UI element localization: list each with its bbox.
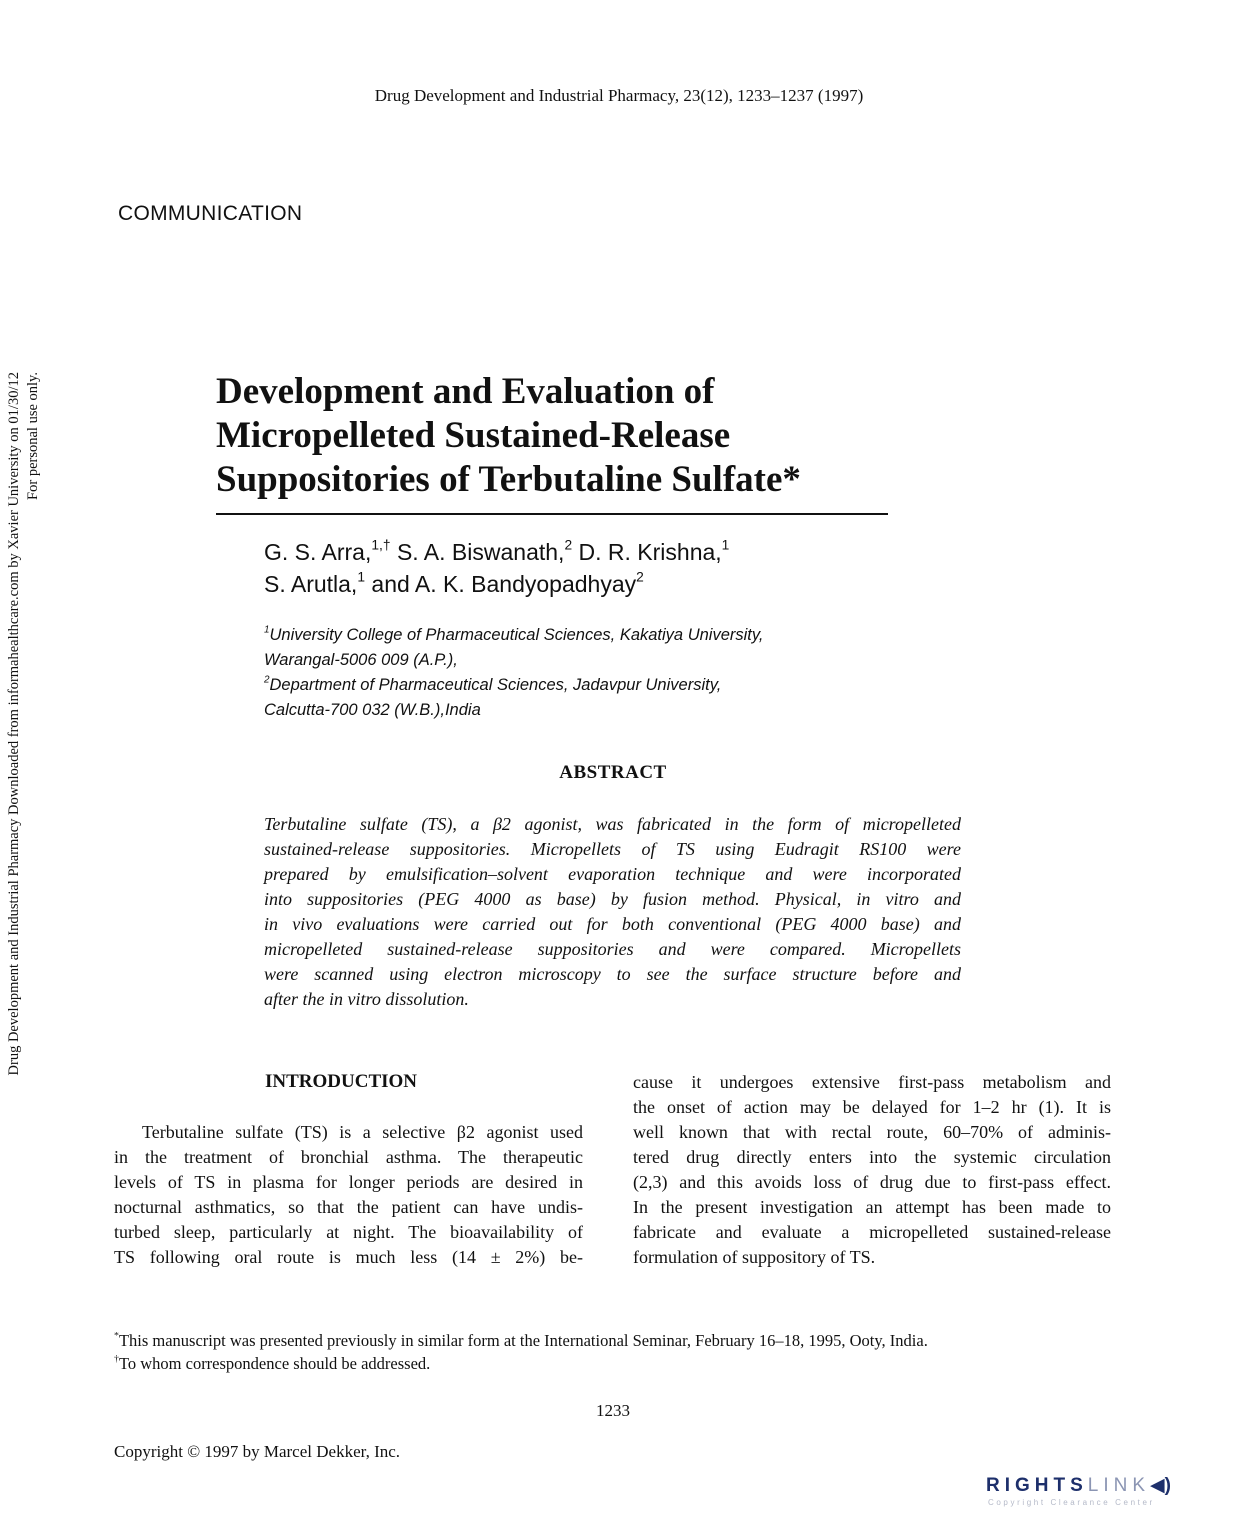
title-line: Suppositories of Terbutaline Sulfate* — [216, 459, 801, 500]
footnote-text: To whom correspondence should be addressed. — [118, 1354, 431, 1373]
footnote — [114, 1352, 928, 1375]
body-line: tered drug directly enters into the systemic circulation — [633, 1147, 1111, 1167]
abstract-line: Terbutaline sulfate (TS), a β2 agonist, was fabricated in the form of micropelleted — [264, 814, 961, 834]
introduction-column-left — [114, 1120, 583, 1270]
affiliation-text: Calcutta-700 032 (W.B.),India — [264, 701, 481, 719]
affiliation-text: University College of Pharmaceutical Sciences, Kakatiya University, — [269, 626, 764, 644]
body-line: Terbutaline sulfate (TS) is a selective β2 agonist used — [142, 1122, 583, 1142]
footnote-mark: * — [114, 1330, 119, 1342]
author-affiliation-mark: 1,† — [371, 537, 391, 553]
body-line: formulation of suppository of TS. — [633, 1247, 876, 1267]
body-line: (2,3) and this avoids loss of drug due to first-pass effect. — [633, 1172, 1111, 1192]
introduction-column-right — [633, 1070, 1111, 1270]
abstract-line: micropelleted sustained-release suppositories and were compared. Micropellets — [264, 939, 961, 959]
body-line: cause it undergoes extensive first-pass metabolism and — [633, 1072, 1111, 1092]
footnotes — [114, 1329, 928, 1375]
author-name: D. R. Krishna, — [578, 539, 722, 565]
footnote-text: This manuscript was presented previously in similar form at the International Seminar, February 16–18, 1995, Ooty, India. — [118, 1331, 928, 1350]
author-name: G. S. Arra, — [264, 539, 372, 565]
affiliation-line — [264, 673, 763, 698]
affiliation-line — [264, 623, 763, 648]
body-line: turbed sleep, particularly at night. The bioavailability of — [114, 1222, 583, 1242]
body-line: In the present investigation an attempt has been made to — [633, 1197, 1111, 1217]
abstract-heading: ABSTRACT — [559, 762, 667, 783]
body-line: TS following oral route is much less (14 ± 2%) be- — [114, 1247, 583, 1267]
abstract-line: after the in vitro dissolution. — [264, 989, 469, 1009]
rightslink-logo[interactable] — [986, 1474, 1222, 1514]
footnote-mark: † — [114, 1353, 119, 1365]
body-line: well known that with rectal route, 60–70% of adminis- — [633, 1122, 1111, 1142]
abstract-line: into suppositories (PEG 4000 as base) by fusion method. Physical, in vitro and — [264, 889, 961, 909]
body-line: fabricate and evaluate a micropelleted sustained-release — [633, 1222, 1111, 1242]
author-name: S. A. Biswanath, — [396, 539, 565, 565]
author-name: and A. K. Bandyopadhyay — [371, 571, 637, 597]
rightslink-arrow-icon: ◀) — [1150, 1475, 1171, 1496]
introduction-heading: INTRODUCTION — [265, 1071, 418, 1092]
body-line: the onset of action may be delayed for 1–2 hr (1). It is — [633, 1097, 1111, 1117]
journal-citation: Drug Development and Industrial Pharmacy, 23(12), 1233–1237 (1997) — [374, 86, 864, 105]
affiliation-line — [264, 648, 763, 673]
author-name: S. Arutla, — [264, 571, 358, 597]
affiliation-line — [264, 698, 763, 723]
abstract-line: in vivo evaluations were carried out for both conventional (PEG 4000 base) and — [264, 914, 961, 934]
affiliation-mark: 1 — [264, 624, 270, 636]
footnote — [114, 1329, 928, 1352]
section-label: COMMUNICATION — [118, 202, 303, 225]
rightslink-tagline: Copyright Clearance Center — [988, 1498, 1155, 1507]
rightslink-wordmark — [986, 1474, 1171, 1497]
author-affiliation-mark: 2 — [636, 569, 644, 585]
title-divider — [216, 513, 888, 515]
body-line: nocturnal asthmatics, so that the patient can have undis- — [114, 1197, 583, 1217]
copyright-notice: Copyright © 1997 by Marcel Dekker, Inc. — [114, 1442, 401, 1461]
abstract-line: sustained-release suppositories. Micropellets of TS using Eudragit RS100 were — [264, 839, 961, 859]
author-line — [264, 536, 729, 568]
body-line: in the treatment of bronchial asthma. The therapeutic — [114, 1147, 583, 1167]
body-line: levels of TS in plasma for longer periods are desired in — [114, 1172, 583, 1192]
author-affiliation-mark: 2 — [564, 537, 573, 553]
article-title — [216, 370, 801, 502]
author-line — [264, 568, 729, 600]
abstract-body — [264, 812, 961, 1012]
page-number: 1233 — [596, 1401, 630, 1420]
author-list — [264, 536, 729, 600]
download-notice-line: Drug Development and Industrial Pharmacy Downloaded from informahealthcare.com by Xavier University on 01/30/12 — [6, 372, 22, 1076]
rightslink-rights-text: RIGHTS — [986, 1475, 1088, 1496]
author-affiliation-mark: 1 — [357, 569, 366, 585]
affiliation-text: Department of Pharmaceutical Sciences, Jadavpur University, — [269, 676, 722, 694]
affiliation-list — [264, 623, 763, 723]
title-line: Development and Evaluation of — [216, 371, 715, 412]
personal-use-notice: For personal use only. — [25, 372, 41, 500]
abstract-line: were scanned using electron microscopy to see the surface structure before and — [264, 964, 961, 984]
author-affiliation-mark: 1 — [721, 537, 730, 553]
affiliation-mark: 2 — [264, 674, 270, 686]
rightslink-link-text: LINK — [1087, 1475, 1151, 1496]
abstract-line: prepared by emulsification–solvent evaporation technique and were incorporated — [264, 864, 961, 884]
title-line: Micropelleted Sustained-Release — [216, 415, 731, 456]
affiliation-text: Warangal-5006 009 (A.P.), — [264, 651, 458, 669]
